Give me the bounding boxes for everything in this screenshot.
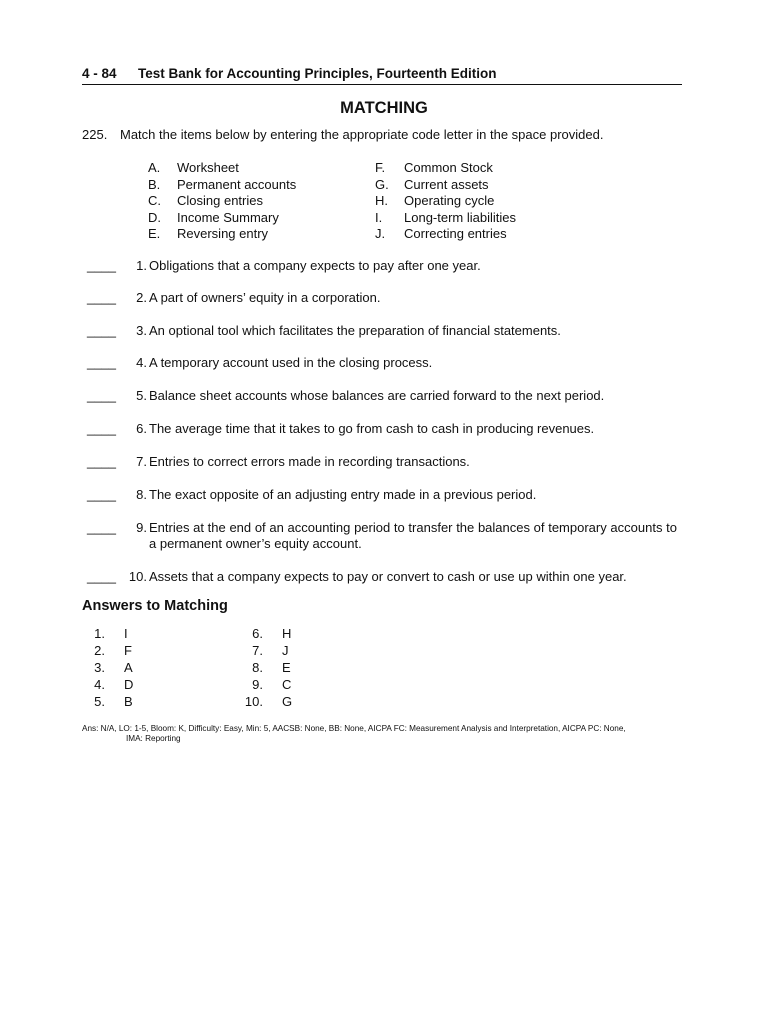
answers-heading: Answers to Matching xyxy=(82,598,228,614)
answer-row xyxy=(82,676,133,693)
answer-row xyxy=(82,659,133,676)
option-item xyxy=(148,160,296,177)
answer-letter: B xyxy=(124,694,133,709)
answer-letter: D xyxy=(124,677,134,692)
option-item xyxy=(148,226,296,243)
answer-number: 1. xyxy=(94,626,105,641)
answer-number: 9. xyxy=(252,677,263,692)
answer-row xyxy=(82,625,133,642)
item-number: 8. xyxy=(136,487,147,502)
option-letter: H. xyxy=(375,193,388,208)
answer-letter: I xyxy=(124,626,128,641)
answers-left-column xyxy=(82,625,133,710)
answer-blank: ____ xyxy=(87,323,116,338)
answer-row xyxy=(82,693,133,710)
answer-number: 5. xyxy=(94,694,105,709)
answer-blank: ____ xyxy=(87,454,116,469)
item-text: An optional tool which facilitates the preparation of financial statements. xyxy=(149,323,561,338)
option-text: Operating cycle xyxy=(404,193,495,208)
answer-letter: H xyxy=(282,626,292,641)
answer-number: 6. xyxy=(252,626,263,641)
item-number: 10. xyxy=(128,569,147,584)
option-text: Common Stock xyxy=(404,160,493,175)
option-letter: E. xyxy=(148,226,161,241)
answer-blank: ____ xyxy=(87,487,116,502)
item-text: Assets that a company expects to pay or convert to cash or use up within one year. xyxy=(149,569,627,584)
answer-footnote xyxy=(82,724,690,744)
option-text: Correcting entries xyxy=(404,226,507,241)
answer-blank: ____ xyxy=(87,388,116,403)
option-text: Closing entries xyxy=(177,193,263,208)
item-text: A part of owners’ equity in a corporation. xyxy=(149,290,381,305)
answer-letter: E xyxy=(282,660,291,675)
page-header xyxy=(82,66,682,85)
answer-letter: J xyxy=(282,643,289,658)
answer-blank: ____ xyxy=(87,258,116,273)
answer-letter: F xyxy=(124,643,132,658)
question-instruction xyxy=(82,127,603,142)
item-text: Entries to correct errors made in recording transactions. xyxy=(149,454,470,469)
answer-row xyxy=(82,642,133,659)
item-number: 6. xyxy=(136,421,147,436)
question-number: 225. xyxy=(82,127,108,142)
answer-letter: G xyxy=(282,694,293,709)
answer-row xyxy=(240,693,292,710)
answer-blank: ____ xyxy=(87,520,116,535)
answers-right-column xyxy=(240,625,292,710)
page-number: 4 - 84 xyxy=(82,66,117,81)
option-item xyxy=(375,226,516,243)
item-number: 9. xyxy=(136,520,147,535)
option-letter: G. xyxy=(375,176,389,192)
item-text: Balance sheet accounts whose balances are carried forward to the next period. xyxy=(149,388,605,403)
answer-row xyxy=(240,642,292,659)
option-item xyxy=(375,210,516,227)
answer-blank: ____ xyxy=(87,290,116,305)
instruction-text: Match the items below by entering the appropriate code letter in the space provided. xyxy=(120,127,604,142)
option-letter: D. xyxy=(148,209,161,225)
item-number: 4. xyxy=(136,355,147,370)
item-text: Entries at the end of an accounting period to transfer the balances of temporary accounts to a permanent owner’s equity account. xyxy=(149,520,677,551)
item-number: 3. xyxy=(136,323,147,338)
option-text: Long-term liabilities xyxy=(404,209,516,225)
option-letter: B. xyxy=(148,176,161,192)
option-item xyxy=(375,177,516,194)
answer-blank: ____ xyxy=(87,569,116,584)
option-item xyxy=(148,193,296,210)
option-letter: I. xyxy=(375,209,383,225)
item-number: 1. xyxy=(136,258,147,273)
option-letter: C. xyxy=(148,193,161,208)
option-letter: F. xyxy=(375,160,386,175)
answer-row xyxy=(240,676,292,693)
option-text: Permanent accounts xyxy=(177,176,297,192)
answer-row xyxy=(240,659,292,676)
item-text: The exact opposite of an adjusting entry made in a previous period. xyxy=(149,487,537,502)
answer-number: 3. xyxy=(94,660,105,675)
item-text: A temporary account used in the closing process. xyxy=(149,355,433,370)
answer-number: 7. xyxy=(252,643,263,658)
footnote-line-1: Ans: N/A, LO: 1-5, Bloom: K, Difficulty: Easy, Min: 5, AACSB: None, BB: None, AICPA FC: Measurement Analysis and Interpretation, AICPA PC: None, xyxy=(82,724,626,733)
option-text: Income Summary xyxy=(177,209,279,225)
answer-number: 10. xyxy=(244,694,263,709)
options-left-column xyxy=(148,160,296,243)
option-text: Worksheet xyxy=(177,160,239,175)
answer-blank: ____ xyxy=(87,421,116,436)
answer-row xyxy=(240,625,292,642)
option-item xyxy=(375,160,516,177)
answer-number: 2. xyxy=(94,643,105,658)
item-text: The average time that it takes to go from cash to cash in producing revenues. xyxy=(149,421,595,436)
footnote-line-2: IMA: Reporting xyxy=(126,734,181,743)
option-item xyxy=(375,193,516,210)
item-number: 2. xyxy=(136,290,147,305)
option-text: Reversing entry xyxy=(177,226,269,241)
answer-number: 8. xyxy=(252,660,263,675)
answer-blank: ____ xyxy=(87,355,116,370)
book-title: Test Bank for Accounting Principles, Fourteenth Edition xyxy=(138,66,497,81)
section-title: MATCHING xyxy=(340,99,428,117)
item-number: 5. xyxy=(136,388,147,403)
answer-number: 4. xyxy=(94,677,105,692)
answer-letter: C xyxy=(282,677,292,692)
option-item xyxy=(148,210,296,227)
answer-letter: A xyxy=(124,660,133,675)
item-number: 7. xyxy=(136,454,147,469)
option-text: Current assets xyxy=(404,176,489,192)
options-right-column xyxy=(375,160,516,243)
option-letter: A. xyxy=(148,160,161,175)
item-text: Obligations that a company expects to pay after one year. xyxy=(149,258,481,273)
option-letter: J. xyxy=(375,226,386,241)
option-item xyxy=(148,177,296,194)
